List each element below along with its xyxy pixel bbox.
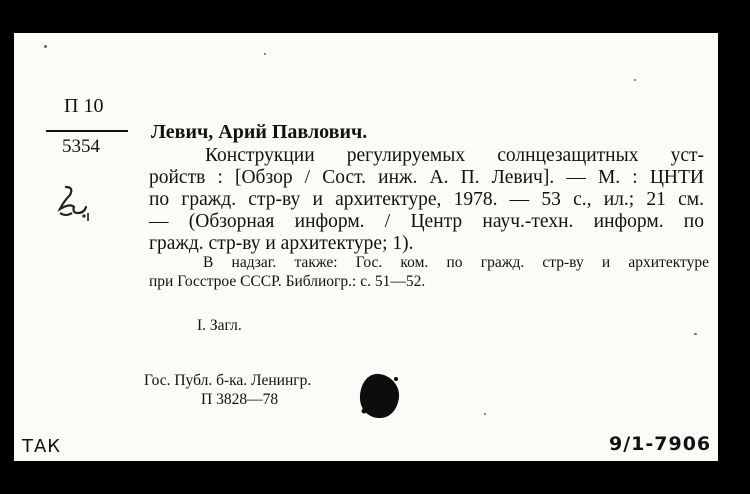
bibliographic-description [149, 145, 704, 255]
description-line: — (Обзорная информ. / Центр науч.-техн. информ. по [149, 211, 704, 232]
card-number: П 3828—78 [201, 391, 279, 408]
library-stamp [144, 371, 311, 409]
note [149, 253, 709, 291]
note-line: В надзаг. также: Гос. ком. по гражд. стр-ву и архитектуре [203, 254, 709, 271]
paper-speck [44, 45, 47, 48]
paper-speck [634, 79, 636, 81]
note-line: при Госстрое СССР. Библиогр.: с. 51—52. [149, 273, 426, 290]
paper-speck [694, 333, 697, 335]
accession-number: 5354 [62, 136, 100, 157]
description-line: по гражд. стр-ву и архитектуре, 1978. — 53 с., ил.; 21 см. [149, 189, 704, 210]
handwritten-mark-icon [52, 183, 92, 227]
description-line: ройств : [Обзор / Сост. инж. А. П. Левич]. — М. : ЦНТИ [149, 167, 704, 188]
catalog-card [14, 33, 718, 461]
handwritten-note-right: 9/1-7906 [609, 433, 712, 455]
author-heading: Левич, Арий Павлович. [151, 121, 368, 143]
title-entry: I. Загл. [197, 317, 242, 334]
classification-code: П 10 [64, 95, 104, 117]
description-line: гражд. стр-ву и архитектуре; 1). [149, 233, 414, 254]
paper-speck [264, 53, 266, 55]
library-name: Гос. Публ. б-ка. Ленингр. [144, 372, 312, 389]
paper-speck [484, 413, 486, 415]
handwritten-note-left: ТАК [22, 436, 62, 457]
ink-blot-icon [356, 371, 402, 421]
classification-divider [46, 130, 128, 132]
description-line: Конструкции регулируемых солнцезащитных уст- [205, 145, 704, 166]
